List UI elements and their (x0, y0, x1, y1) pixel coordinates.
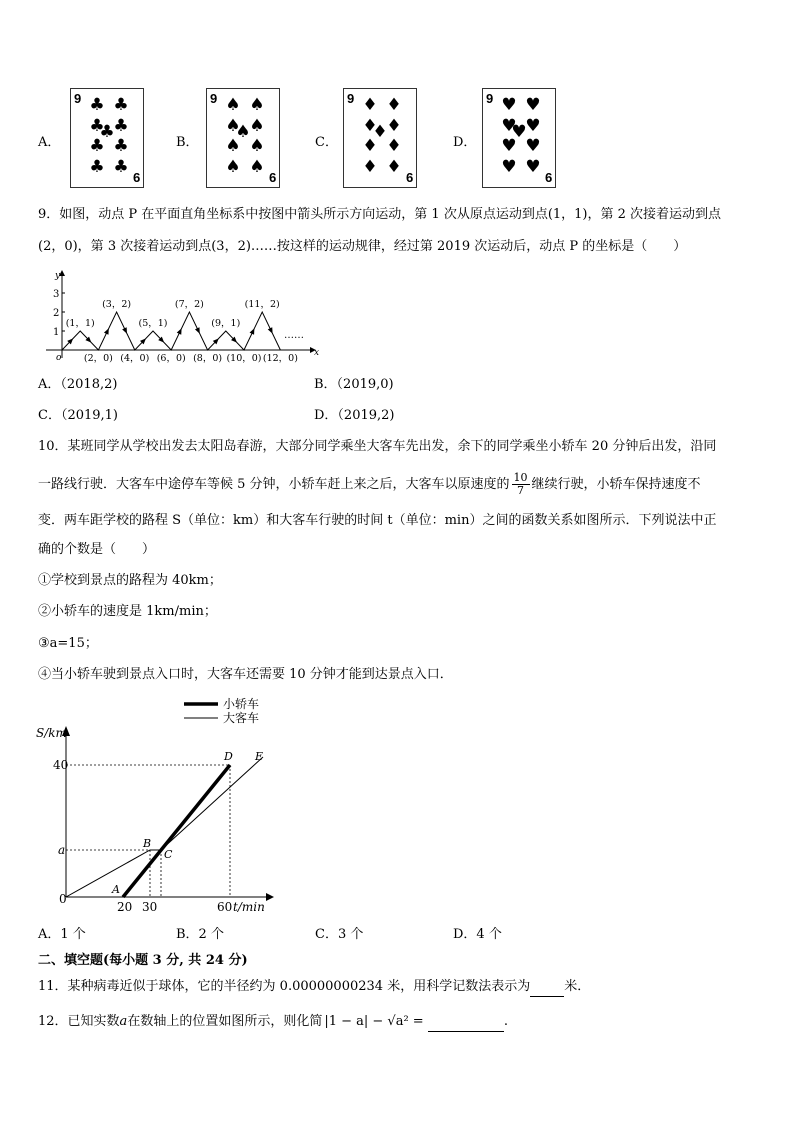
diamond-icon: ♦ (362, 115, 378, 136)
heart-icon: ♥ (525, 156, 541, 177)
q10-line1: 10．某班同学从学校出发去太阳岛春游，大部分同学乘坐大客车先出发，余下的同学乘坐小轿车 20 分钟后出发，沿同 (38, 439, 717, 454)
direction-arrow (250, 327, 257, 335)
q10-line2-a: 一路线行驶．大客车中途停车等候 5 分钟，小轿车赶上来之后，大客车以原速度的 (38, 477, 510, 492)
point-a-label: A (112, 883, 120, 896)
q11-text: 11．某种病毒近似于球体，它的半径约为 0.00000000234 米，用科学记数法表示为 (38, 979, 531, 994)
q9-graph (40, 268, 330, 368)
q9-option-b: B．（2019,0) (314, 377, 394, 392)
point-label: (10，0) (226, 353, 262, 364)
q12-tail: . (503, 1014, 508, 1029)
y-tick-40: 40 (53, 758, 69, 772)
q8-option-label-b: B． (176, 135, 199, 150)
spade-icon: ♠ (249, 115, 265, 136)
y-tick-a: a (58, 843, 66, 857)
card-rank: 9 (347, 91, 355, 106)
heart-icon: ♥ (525, 136, 541, 156)
q11 (38, 978, 590, 997)
x-axis-arrow (266, 893, 274, 901)
q12-expression: |1 − a| − √a² = (324, 1014, 424, 1029)
diamond-icon: ♦ (372, 122, 388, 142)
y-tick-label: 1 (53, 327, 60, 338)
spade-icon: ♠ (225, 115, 241, 136)
point-label: (1，1) (65, 318, 95, 329)
spade-icon: ♠ (249, 95, 265, 115)
q10-statement-3: ③a=15； (38, 636, 98, 651)
q9-option-d: D．（2019,2) (314, 408, 395, 423)
origin-label: o (56, 353, 62, 363)
spade-icon: ♠ (225, 156, 241, 177)
card-rank-inverted: 9 (132, 170, 140, 185)
heart-icon: ♥ (525, 95, 541, 115)
club-icon: ♣ (113, 136, 129, 156)
q8-option-label-d: D． (453, 135, 477, 150)
q10-statement-2: ②小轿车的速度是 1km/min； (38, 604, 217, 619)
card-rank-inverted: 9 (405, 170, 413, 185)
section-2-heading: 二、填空题(每小题 3 分, 共 24 分) (38, 953, 248, 968)
x-tick-60: 60 (217, 900, 233, 914)
club-icon: ♣ (113, 156, 129, 177)
q12-text2: 在数轴上的位置如图所示，则化简 (127, 1014, 323, 1029)
spade-icon: ♠ (225, 136, 241, 156)
point-c-label: C (164, 848, 173, 861)
q9-line1: 9．如图，动点 P 在平面直角坐标系中按图中箭头所示方向运动，第 1 次从原点运动到点(1，1)，第 2 次接着运动到点 (38, 207, 722, 222)
q9-option-c: C．（2019,1) (38, 408, 119, 423)
q10-line4: 确的个数是（ ） (38, 542, 156, 557)
point-d-label: D (224, 750, 233, 763)
heart-icon: ♥ (525, 115, 541, 136)
spade-icon: ♠ (249, 156, 265, 177)
card-rank-inverted: 9 (268, 170, 276, 185)
q10-line2-b: 继续行驶，小轿车保持速度不 (531, 477, 701, 492)
y-tick-label: 3 (53, 289, 60, 300)
q8-card-d (482, 88, 556, 188)
direction-arrow (177, 327, 184, 335)
club-icon: ♣ (89, 95, 105, 115)
x-tick-20: 20 (117, 900, 133, 914)
legend-car-label: 小轿车 (223, 697, 260, 711)
y-axis-label: S/km (36, 726, 67, 740)
point-label: (4，0) (120, 353, 150, 364)
point-label: (11，2) (244, 299, 280, 310)
q8-card-b (206, 88, 280, 188)
q9-option-a: A．（2018,2) (38, 377, 118, 392)
q8-option-label-a: A． (38, 135, 61, 150)
x-tick-30: 30 (142, 900, 158, 914)
point-label: (7，2) (174, 299, 204, 310)
card-rank-inverted: 9 (544, 170, 552, 185)
q10-statement-4: ④当小轿车驶到景点入口时，大客车还需要 10 分钟才能到达景点入口． (38, 667, 453, 682)
direction-arrow (268, 327, 275, 335)
fraction-numerator: 10 (513, 471, 528, 484)
direction-arrow (195, 327, 202, 335)
heart-icon: ♥ (501, 136, 517, 156)
bus-line (66, 757, 263, 897)
club-icon: ♣ (113, 115, 129, 136)
q10-option-c: C．3 个 (315, 927, 364, 942)
q10-statement-1: ①学校到景点的路程为 40km； (38, 573, 222, 588)
club-icon: ♣ (99, 122, 115, 142)
x-axis-label: t/min (233, 900, 265, 914)
q9-line2: (2，0)，第 3 次接着运动到点(3，2)……按这样的运动规律，经过第 2019 次运动后，动点 P 的坐标是（ ） (38, 239, 687, 254)
q12-blank[interactable] (428, 1013, 504, 1032)
q10-fraction (512, 472, 530, 497)
q10-line2 (38, 472, 701, 497)
q10-option-a: A．1 个 (38, 927, 86, 942)
card-rank: 9 (74, 91, 82, 106)
heart-icon: ♥ (501, 156, 517, 177)
direction-arrow (104, 327, 111, 335)
point-label: (2，0) (83, 353, 113, 364)
q11-tail: 米． (564, 979, 591, 994)
point-e-label: E (255, 750, 264, 763)
point-label: (5，1) (138, 318, 168, 329)
diamond-icon: ♦ (386, 156, 402, 177)
fraction-denominator: 7 (517, 484, 525, 497)
club-icon: ♣ (89, 136, 105, 156)
diamond-icon: ♦ (362, 136, 378, 156)
diamond-icon: ♦ (386, 136, 402, 156)
legend-bus-label: 大客车 (223, 711, 260, 725)
q8-card-c (343, 88, 417, 188)
ellipsis: …… (284, 330, 304, 341)
spade-icon: ♠ (225, 95, 241, 115)
point-label: (9，1) (211, 318, 241, 329)
q12 (38, 1013, 508, 1032)
diamond-icon: ♦ (386, 115, 402, 136)
q10-graph (30, 690, 320, 920)
diamond-icon: ♦ (362, 95, 378, 115)
q10-line3: 变．两车距学校的路程 S（单位：km）和大客车行驶的时间 t（单位：min）之间的函数关系如图所示．下列说法中正 (38, 513, 717, 528)
diamond-icon: ♦ (386, 95, 402, 115)
q8-card-a (70, 88, 144, 188)
zigzag-path (62, 312, 280, 350)
q12-text: 12．已知实数 (38, 1014, 120, 1029)
club-icon: ♣ (89, 115, 105, 136)
q10-option-d: D．4 个 (453, 927, 502, 942)
point-label: (8，0) (193, 353, 223, 364)
q10-option-b: B．2 个 (176, 927, 224, 942)
club-icon: ♣ (113, 95, 129, 115)
heart-icon: ♥ (511, 122, 527, 142)
q12-var: a (119, 1014, 128, 1029)
club-icon: ♣ (89, 156, 105, 177)
heart-icon: ♥ (501, 115, 517, 136)
point-label: (6，0) (156, 353, 186, 364)
car-line (123, 765, 230, 897)
point-label: (3，2) (102, 299, 132, 310)
spade-icon: ♠ (235, 122, 251, 142)
q8-option-label-c: C． (315, 135, 338, 150)
y-axis-label: y (55, 271, 61, 281)
origin-label: 0 (59, 892, 67, 906)
direction-arrow (122, 327, 129, 335)
point-label: (12，0) (262, 353, 298, 364)
q11-blank[interactable] (530, 978, 564, 997)
spade-icon: ♠ (249, 136, 265, 156)
card-rank: 9 (210, 91, 218, 106)
point-b-label: B (143, 837, 152, 850)
diamond-icon: ♦ (362, 156, 378, 177)
x-axis-label: x (314, 348, 320, 358)
y-tick-label: 2 (53, 308, 60, 319)
heart-icon: ♥ (501, 95, 517, 115)
card-rank: 9 (486, 91, 494, 106)
